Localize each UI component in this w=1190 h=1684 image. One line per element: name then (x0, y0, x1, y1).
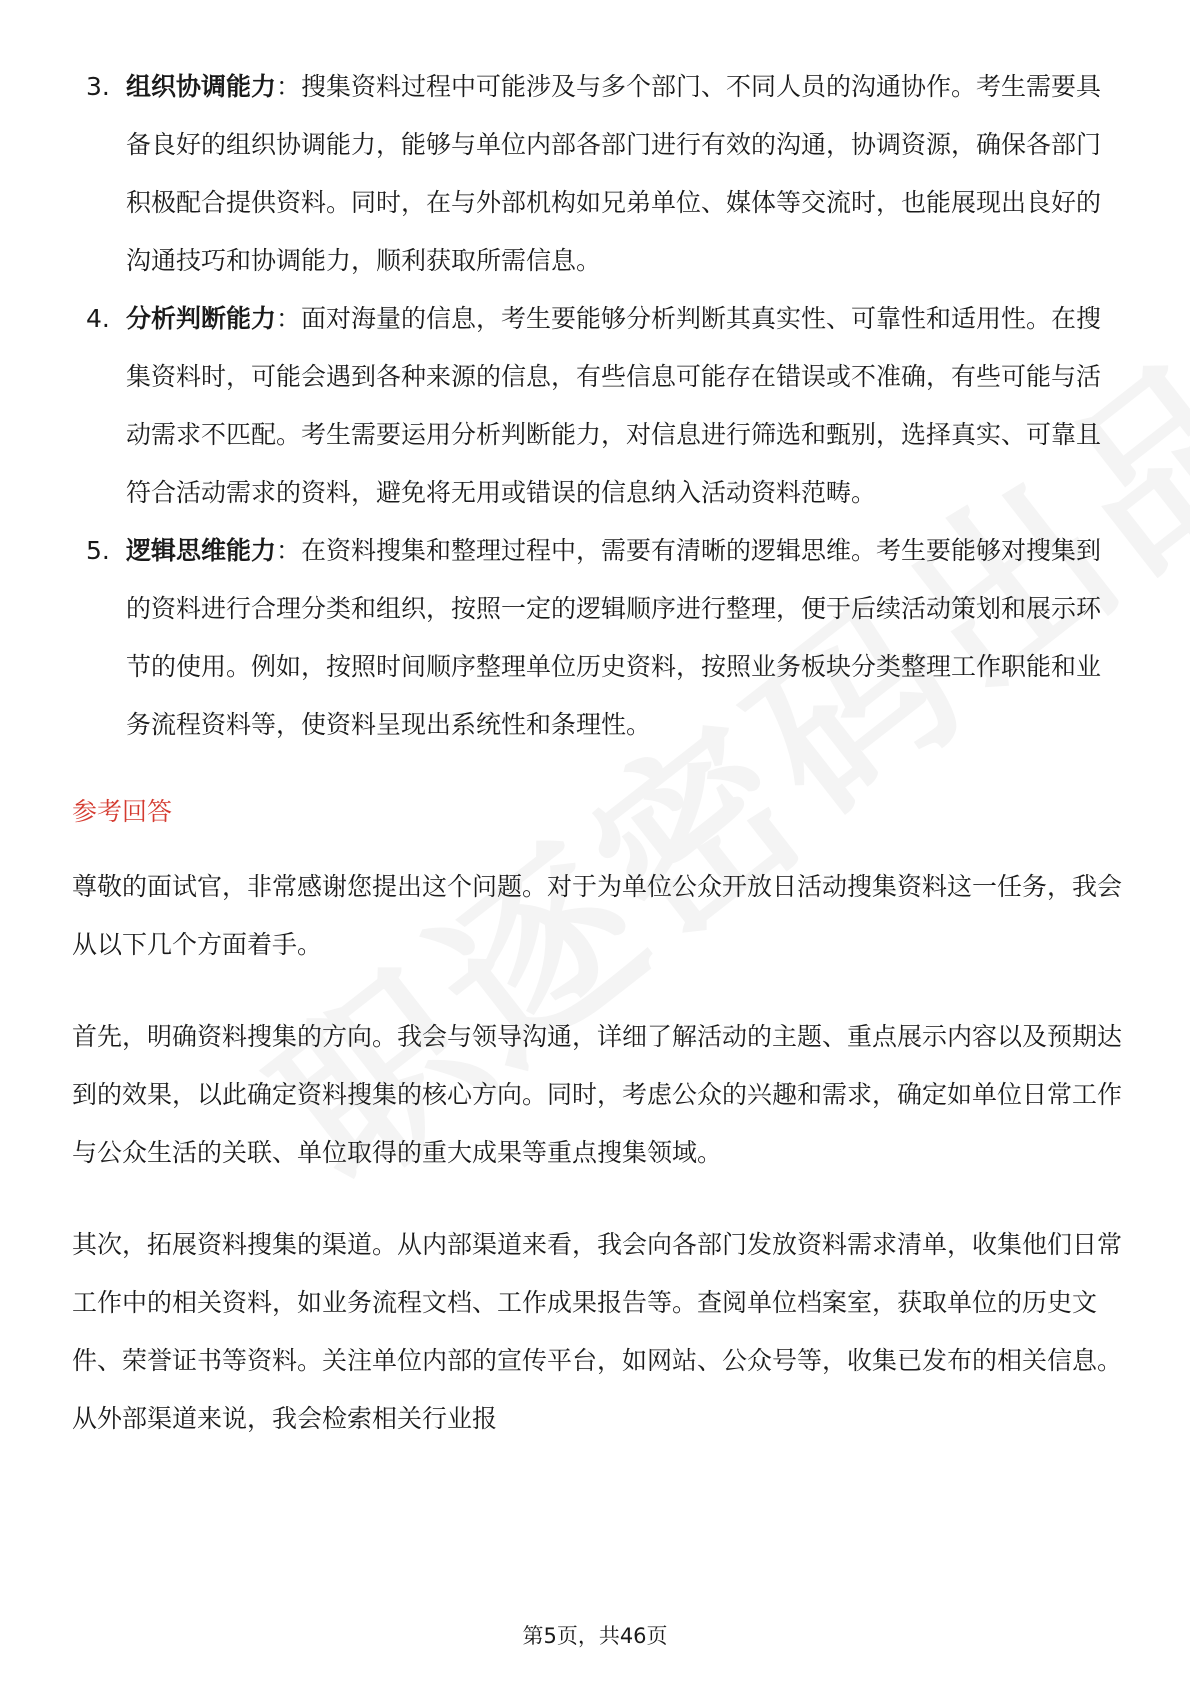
answer-paragraph: 其次，拓展资料搜集的渠道。从内部渠道来看，我会向各部门发放资料需求清单，收集他们日常工作中的相关资料，如业务流程文档、工作成果报告等。查阅单位档案室，获取单位的历史文件、荣誉证书等资料。关注单位内部的宣传平台，如网站、公众号等，收集已发布的相关信息。从外部渠道来说，我会检索相关行业报 (72, 1230, 1123, 1433)
list-item-text: ：面对海量的信息，考生要能够分析判断其真实性、可靠性和适用性。在搜集资料时，可能会遇到各种来源的信息，有些信息可能存在错误或不准确，有些可能与活动需求不匹配。考生需要运用分析判断能力，对信息进行筛选和甄别，选择真实、可靠且符合活动需求的资料，避免将无用或错误的信息纳入活动资料范畴。 (126, 304, 1102, 507)
criteria-list (72, 58, 1122, 754)
list-item-term: 组织协调能力 (126, 72, 277, 101)
list-item (72, 290, 1122, 522)
list-item-number: 5. (86, 536, 110, 565)
list-item-text: ：在资料搜集和整理过程中，需要有清晰的逻辑思维。考生要能够对搜集到的资料进行合理分类和组织，按照一定的逻辑顺序进行整理，便于后续活动策划和展示环节的使用。例如，按照时间顺序整理单位历史资料，按照业务板块分类整理工作职能和业务流程资料等，使资料呈现出系统性和条理性。 (126, 536, 1102, 739)
list-item-term: 逻辑思维能力 (126, 536, 277, 565)
list-item-number: 3. (86, 72, 110, 101)
list-item-number: 4. (86, 304, 110, 333)
page-content (72, 58, 1122, 1482)
list-item (72, 58, 1122, 290)
answer-paragraph: 首先，明确资料搜集的方向。我会与领导沟通，详细了解活动的主题、重点展示内容以及预期达到的效果，以此确定资料搜集的核心方向。同时，考虑公众的兴趣和需求，确定如单位日常工作与公众生活的关联、单位取得的重大成果等重点搜集领域。 (72, 1022, 1123, 1167)
list-item (72, 522, 1122, 754)
page-number-footer: 第5页，共46页 (522, 1624, 668, 1648)
list-item-text: ：搜集资料过程中可能涉及与多个部门、不同人员的沟通协作。考生需要具备良好的组织协调能力，能够与单位内部各部门进行有效的沟通，协调资源，确保各部门积极配合提供资料。同时，在与外部机构如兄弟单位、媒体等交流时，也能展现出良好的沟通技巧和协调能力，顺利获取所需信息。 (126, 72, 1102, 275)
answer-paragraph: 尊敬的面试官，非常感谢您提出这个问题。对于为单位公众开放日活动搜集资料这一任务，我会从以下几个方面着手。 (72, 872, 1123, 959)
list-item-term: 分析判断能力 (126, 304, 277, 333)
answer-heading: 参考回答 (72, 797, 173, 826)
